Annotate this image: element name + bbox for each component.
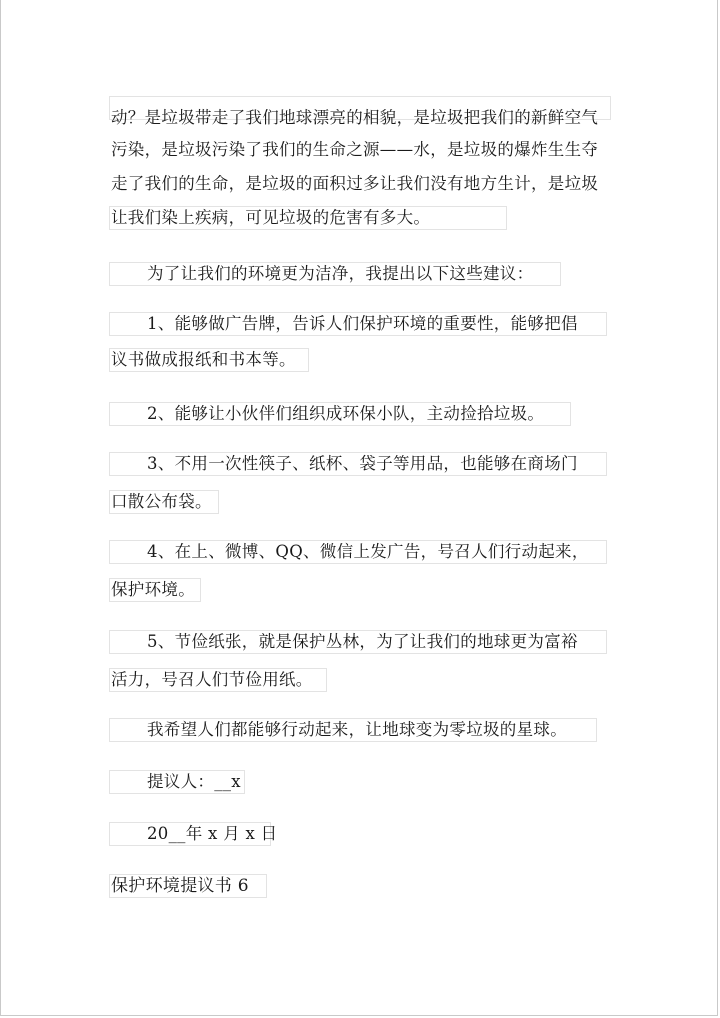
section-title: 保护环境提议书 6 (111, 876, 249, 896)
suggestion-3-line-1: 3、不用一次性筷子、纸杯、袋子等用品，也能够在商场门 (147, 454, 578, 473)
date-line: 20__年 x 月 x 日 (147, 824, 278, 843)
paragraph-1-line-3: 走了我们的生命，是垃圾的面积过多让我们没有地方生计，是垃圾 (111, 174, 599, 193)
suggestion-4-line-1: 4、在上、微博、QQ、微信上发广告，号召人们行动起来， (147, 542, 589, 561)
proposer-signature: 提议人：__x (147, 772, 241, 791)
paragraph-1-line-4: 让我们染上疾病，可见垃圾的危害有多大。 (111, 208, 431, 227)
suggestion-4-line-2: 保护环境。 (111, 580, 195, 599)
paragraph-1-line-2: 污染，是垃圾污染了我们的生命之源——水，是垃圾的爆炸生生夺 (111, 140, 599, 159)
closing-wish: 我希望人们都能够行动起来，让地球变为零垃圾的星球。 (147, 720, 567, 739)
suggestion-1-line-1: 1、能够做广告牌，告诉人们保护环境的重要性，能够把倡 (147, 314, 578, 333)
suggestion-1-line-2: 议书做成报纸和书本等。 (111, 350, 296, 369)
suggestion-5-line-2: 活力，号召人们节俭用纸。 (111, 670, 313, 689)
paragraph-1-line-1: 动？是垃圾带走了我们地球漂亮的相貌，是垃圾把我们的新鲜空气 (111, 108, 599, 127)
suggestion-3-line-2: 口散公布袋。 (111, 492, 212, 511)
suggestion-5-line-1: 5、节俭纸张，就是保护丛林，为了让我们的地球更为富裕 (147, 632, 578, 651)
suggestion-2: 2、能够让小伙伴们组织成环保小队，主动捡拾垃圾。 (147, 404, 545, 423)
suggestions-intro: 为了让我们的环境更为洁净，我提出以下这些建议： (147, 264, 534, 283)
